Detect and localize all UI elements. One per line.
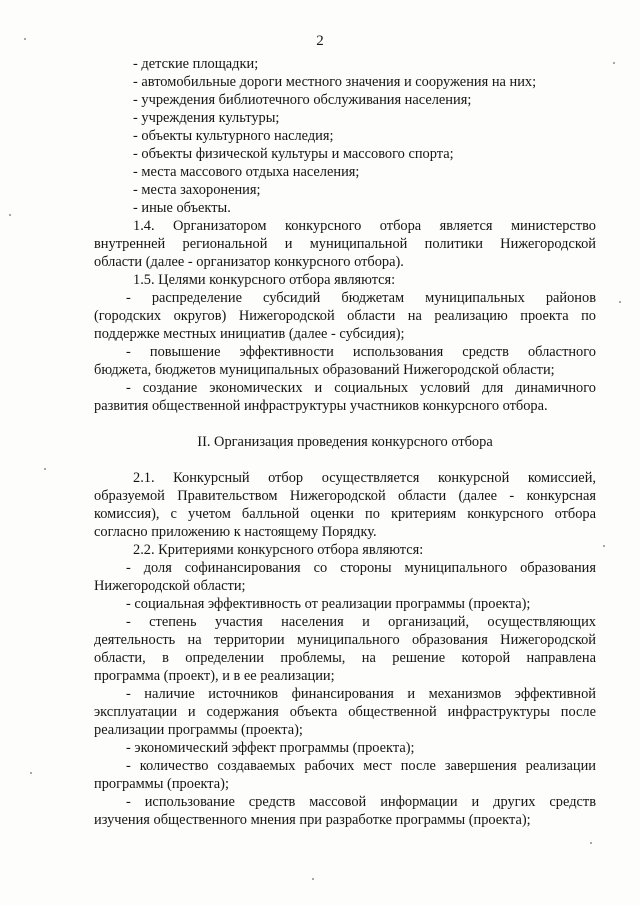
paragraph-line: 2.1. Конкурсный отбор осуществляется конкурсной комиссией,	[133, 470, 596, 486]
paragraph-line: области, в определении проблемы, на решение которой направлена	[94, 650, 596, 666]
scan-speck	[30, 772, 32, 774]
scan-speck	[312, 878, 314, 880]
paragraph-line: Нижегородской области;	[94, 578, 246, 594]
list-item: - объекты физической культуры и массового спорта;	[133, 146, 454, 162]
paragraph-line: поддержке местных инициатив (далее - субсидия);	[94, 326, 405, 342]
spacer	[94, 451, 596, 469]
paragraph-line: развития общественной инфраструктуры участников конкурсного отбора.	[94, 398, 548, 414]
list-item: - детские площадки;	[133, 56, 259, 72]
paragraph-line: внутренней региональной и муниципальной политики Нижегородской	[94, 236, 596, 252]
paragraph-1-5	[94, 271, 596, 415]
scan-speck	[613, 62, 615, 64]
paragraph-line: программа (проект), и в ее реализации;	[94, 668, 335, 684]
scan-speck	[44, 468, 46, 470]
scan-speck	[619, 301, 621, 303]
scan-speck	[590, 842, 592, 844]
paragraph-line: 1.4. Организатором конкурсного отбора является министерство	[133, 218, 596, 234]
list-item: - автомобильные дороги местного значения и сооружения на них;	[133, 74, 537, 90]
paragraph-line: реализации программы (проекта);	[94, 722, 303, 738]
page-number: 2	[316, 33, 324, 49]
list-item: - учреждения культуры;	[133, 110, 280, 126]
paragraph-line: деятельность на территории муниципального образования Нижегородской	[94, 632, 596, 648]
scan-speck	[9, 214, 11, 216]
paragraph-line: эксплуатации и содержания объекта общественной инфраструктуры после	[94, 704, 596, 720]
paragraph-line: - создание экономических и социальных условий для динамичного	[126, 380, 596, 396]
paragraph-line: - количество создаваемых рабочих мест после завершения реализации	[126, 758, 596, 774]
list-item: - иные объекты.	[133, 200, 231, 216]
list-item: - объекты культурного наследия;	[133, 128, 334, 144]
paragraph-line: - повышение эффективности использования средств областного	[126, 344, 596, 360]
paragraph-line: - использование средств массовой информации и других средств	[126, 794, 596, 810]
paragraph-line: - доля софинансирования со стороны муниципального образования	[126, 560, 596, 576]
document-body	[94, 55, 596, 829]
paragraph-line: - социальная эффективность от реализации программы (проекта);	[126, 596, 531, 612]
paragraph-line: - степень участия населения и организаций, осуществляющих	[126, 614, 596, 630]
paragraph-line: образуемой Правительством Нижегородской области (далее - конкурсная	[94, 488, 596, 504]
list-item: - места массового отдыха населения;	[133, 164, 360, 180]
scan-speck	[603, 545, 605, 547]
scan-speck	[24, 38, 26, 40]
object-types-list	[94, 55, 596, 217]
paragraph-line: - распределение субсидий бюджетам муниципальных районов	[126, 290, 596, 306]
paragraph-line: комиссия), с учетом балльной оценки по критериям конкурсного отбора	[94, 506, 596, 522]
spacer	[94, 415, 596, 433]
paragraph-2-1	[94, 469, 596, 541]
paragraph-2-2	[94, 541, 596, 829]
paragraph-line: программы (проекта);	[94, 776, 229, 792]
paragraph-line: изучения общественного мнения при разработке программы (проекта);	[94, 812, 531, 828]
list-item: - учреждения библиотечного обслуживания населения;	[133, 92, 472, 108]
paragraph-heading: 2.2. Критериями конкурсного отбора являются:	[133, 542, 424, 558]
paragraph-1-4	[94, 217, 596, 271]
paragraph-line: бюджета, бюджетов муниципальных образований Нижегородской области;	[94, 362, 555, 378]
paragraph-line: - наличие источников финансирования и механизмов эффективной	[126, 686, 596, 702]
list-item: - места захоронения;	[133, 182, 261, 198]
section-title: II. Организация проведения конкурсного отбора	[197, 434, 493, 450]
paragraph-line: (городских округов) Нижегородской области на реализацию проекта по	[94, 308, 596, 324]
paragraph-line: согласно приложению к настоящему Порядку.	[94, 524, 377, 540]
paragraph-line: области (далее - организатор конкурсного отбора).	[94, 254, 404, 270]
paragraph-line: - экономический эффект программы (проекта);	[126, 740, 415, 756]
paragraph-heading: 1.5. Целями конкурсного отбора являются:	[133, 272, 396, 288]
